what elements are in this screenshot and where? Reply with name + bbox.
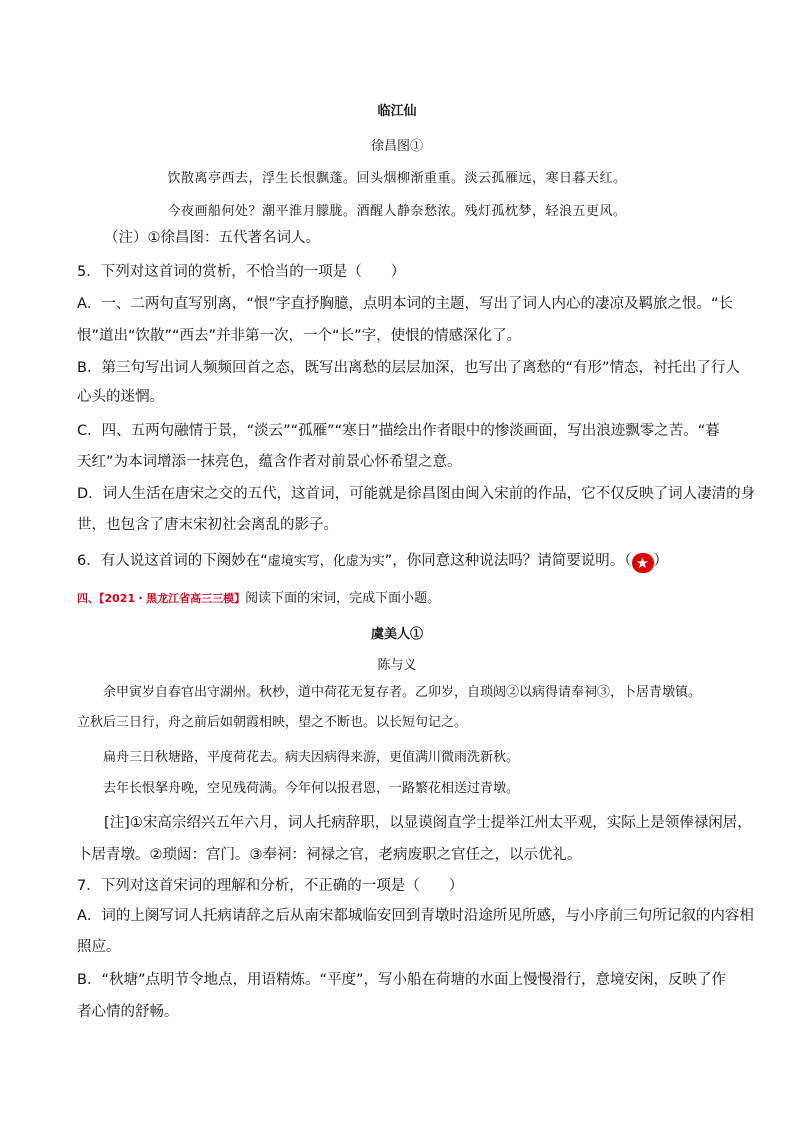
section4-heading xyxy=(77,589,440,609)
q5-stem: 5．下列对这首词的赏析，不恰当的一项是（ ） xyxy=(77,264,406,280)
q5-option-b-line1: B．第三句写出词人频频回首之态，既写出离愁的层层加深，也写出了离愁的“有形”情态，衬托出了行人 xyxy=(77,360,740,376)
star-icon: ★ xyxy=(632,553,654,573)
q7-stem: 7．下列对这首宋词的理解和分析，不正确的一项是（ ） xyxy=(77,878,464,894)
q7-option-a-line2: 照应。 xyxy=(77,939,121,955)
q6-stem xyxy=(77,551,668,573)
section4-prefix: 四、 xyxy=(77,592,99,605)
poem2-note-line2: 卜居青墩。②琐闼：宫门。③奉祠：祠禄之官，老病废职之官任之，以示优礼。 xyxy=(77,847,582,863)
q5-option-d-line2: 世，也包含了唐末宋初社会离乱的影子。 xyxy=(77,517,338,533)
section4-text: 阅读下面的宋词，完成下面小题。 xyxy=(245,591,441,606)
q6-stem-part2: ”，你同意这种说法吗？请简要说明。（ xyxy=(384,553,632,569)
q7-option-b-line2: 者心情的舒畅。 xyxy=(77,1004,179,1020)
section4-tag: 【2021・黑龙江省高三三模】 xyxy=(99,592,246,605)
q7-option-a-line1: A．词的上阕写词人托病请辞之后从南宋都城临安回到青墩时沿途所见所感，与小序前三句所记叙的内容相 xyxy=(77,908,754,924)
poem2-line2: 去年长恨拏舟晚，空见残荷满。今年何以报君恩，一路繁花相送过青墩。 xyxy=(103,781,520,796)
poem2-line1: 扁舟三日秋塘路，平度荷花去。病夫因病得来游，更值满川微雨洗新秋。 xyxy=(103,750,520,765)
poem1-line2: 今夜画船何处？潮平淮月朦胧。酒醒人静奈愁浓。残灯孤枕梦，轻浪五更风。 xyxy=(167,204,627,219)
q5-option-c-line1: C．四、五两句融情于景，“淡云”“孤雁”“寒日”描绘出作者眼中的惨淡画面，写出浪迹飘零之苦。“暮 xyxy=(77,423,720,439)
q5-option-d-line1: D．词人生活在唐宋之交的五代，这首词，可能就是徐昌图由闽入宋前的作品，它不仅反映了词人凄清的身 xyxy=(77,486,756,502)
q6-stem-part3: ） xyxy=(653,553,669,569)
poem1-note: （注）①徐昌图：五代著名词人。 xyxy=(104,230,320,246)
poem1-title: 临江仙 xyxy=(377,104,417,119)
poem2-title: 虞美人① xyxy=(370,627,423,642)
poem1-author: 徐昌图① xyxy=(370,139,423,154)
poem2-preface-line2: 立秋后三日行，舟之前后如朝霞相映，望之不断也。以长短句记之。 xyxy=(77,715,468,730)
q5-option-a-line1: A．一、二两句直写别离，“恨”字直抒胸臆，点明本词的主题，写出了词人内心的凄凉及羁旅之恨。“长 xyxy=(77,296,733,312)
poem1-line1: 饮散离亭西去，浮生长恨飘蓬。回头烟柳渐重重。淡云孤雁远，寒日暮天红。 xyxy=(167,171,627,186)
poem2-note-line1: [注]①宋高宗绍兴五年六月，词人托病辞职，以显谟阁直学士提举江州太平观，实际上是领俸禄闲居， xyxy=(104,815,752,831)
q5-option-a-line2: 恨”道出“饮散”“西去”并非第一次，一个“长”字，使恨的情感深化了。 xyxy=(77,328,522,344)
q5-option-c-line2: 天红”为本词增添一抹亮色，蕴含作者对前景心怀希望之意。 xyxy=(77,454,462,470)
poem2-preface-line1: 余甲寅岁自春官出守湖州。秋杪，道中荷花无复存者。乙卯岁，自琐闼②以病得请奉祠③，卜居青墩镇。 xyxy=(103,685,702,700)
q6-stem-part1: 6．有人说这首词的下阕妙在“ xyxy=(77,553,268,569)
q7-option-b-line1: B．“秋塘”点明节令地点，用语精炼。“平度”，写小船在荷塘的水面上慢慢滑行，意境安闲，反映了作 xyxy=(77,972,726,988)
q5-option-b-line2: 心头的迷惘。 xyxy=(77,389,164,405)
poem2-author: 陈与义 xyxy=(377,658,417,673)
q6-quote: 虚境实写，化虚为实 xyxy=(267,554,385,569)
